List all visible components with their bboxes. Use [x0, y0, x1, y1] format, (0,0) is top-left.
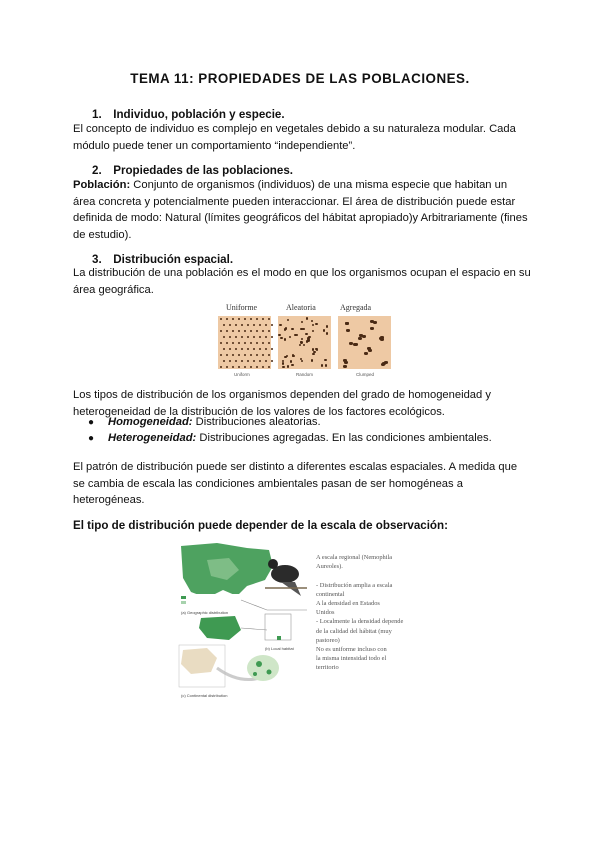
organism-dot — [247, 360, 249, 362]
bullet-homogeneidad — [88, 416, 321, 428]
random-pattern-box — [278, 316, 331, 369]
organism-dot — [223, 348, 225, 350]
organism-dot — [265, 348, 267, 350]
organism-dot — [311, 359, 313, 361]
organism-dot — [265, 336, 267, 338]
organism-dot — [241, 336, 243, 338]
organism-dot — [259, 324, 261, 326]
organism-dot — [226, 330, 228, 332]
organism-dot — [244, 366, 246, 368]
organism-dot — [232, 342, 234, 344]
bullet-dot: ● — [88, 417, 95, 428]
clumped-pattern-box — [338, 316, 391, 369]
organism-dot — [250, 354, 252, 356]
note-line: A la densidad en Estados — [316, 600, 380, 608]
organism-dot — [244, 318, 246, 320]
note-line — [316, 571, 426, 580]
section-1-line: módulo puede tener un comportamiento “independiente”. — [73, 139, 356, 152]
organism-dot — [220, 330, 222, 332]
organism-dot — [364, 352, 368, 355]
organism-dot — [256, 342, 258, 344]
organism-dot — [368, 349, 372, 352]
figure-label-uniforme: Uniforme — [226, 303, 258, 312]
section-1-title: Individuo, población y especie. — [113, 108, 285, 121]
note-line: - Localmente la densidad depende — [316, 618, 404, 626]
organism-dot — [325, 364, 327, 366]
homogeneidad-term: Homogeneidad: — [108, 416, 193, 428]
organism-dot — [229, 324, 231, 326]
organism-dot — [291, 328, 293, 330]
figure-label-aleatoria: Aleatoria — [286, 303, 316, 312]
section-3-title: Distribución espacial. — [113, 253, 234, 266]
organism-dot — [282, 366, 284, 368]
organism-dot — [268, 366, 270, 368]
organism-dot — [284, 356, 286, 358]
organism-dot — [262, 366, 264, 368]
organism-dot — [238, 330, 240, 332]
organism-dot — [262, 342, 264, 344]
map-label-geographic: (a) Geographic distribution — [181, 610, 229, 615]
organism-dot — [253, 348, 255, 350]
section-1-heading — [92, 108, 285, 121]
organism-dot — [306, 317, 308, 319]
organism-dot — [229, 336, 231, 338]
organism-dot — [282, 362, 284, 364]
organism-dot — [223, 336, 225, 338]
section-3-text — [73, 265, 533, 298]
bird-tail — [281, 582, 301, 596]
tipos-line: heterogeneidad de la distribución de los valores de los factores ecológicos. — [73, 405, 445, 418]
organism-dot — [238, 318, 240, 320]
organism-dot — [256, 366, 258, 368]
region-map — [199, 616, 241, 640]
bird-head — [268, 559, 278, 569]
organism-dot — [271, 336, 273, 338]
legend-swatch — [181, 596, 186, 599]
section-2-line: Conjunto de organismos (individuos) de una misma especie que habitan un — [130, 179, 508, 191]
organism-dot — [220, 342, 222, 344]
organism-dot — [244, 342, 246, 344]
organism-dot — [343, 365, 347, 368]
organism-dot — [326, 325, 328, 327]
map-legend-box — [179, 594, 247, 610]
section-1-number: 1. — [92, 108, 102, 121]
organism-dot — [253, 336, 255, 338]
organism-dot — [321, 364, 323, 366]
organism-dot — [287, 319, 289, 321]
organism-dot — [247, 336, 249, 338]
section-2-line: de estudio). — [73, 228, 132, 241]
organism-dot — [262, 354, 264, 356]
organism-dot — [287, 365, 289, 367]
tipos-line: Los tipos de distribución de los organismos dependen del grado de homogeneidad y — [73, 389, 491, 401]
patron-line: se cambia de escala las condiciones ambientales pasan de ser homogéneas a — [73, 477, 463, 490]
note-line: pastoreo) — [316, 636, 340, 644]
organism-dot — [301, 360, 303, 362]
organism-dot — [291, 364, 293, 366]
section-3-line: La distribución de una población es el modo en que los organismos ocupan el espacio en su — [73, 267, 531, 279]
organism-dot — [235, 336, 237, 338]
organism-dot — [271, 360, 273, 362]
organism-dot — [268, 318, 270, 320]
organism-dot — [250, 342, 252, 344]
organism-dot — [220, 354, 222, 356]
figure-label-agregada: Agregada — [340, 303, 372, 312]
organism-dot — [259, 348, 261, 350]
organism-dot — [223, 324, 225, 326]
note-line: continental — [316, 590, 345, 598]
habitat-blob — [247, 655, 279, 681]
poblacion-term: Población: — [73, 179, 131, 191]
organism-dot — [326, 332, 328, 334]
organism-dot — [315, 323, 317, 325]
section-3-line: área geográfica. — [73, 283, 154, 296]
note-line: Unidos — [316, 609, 335, 617]
organism-dot — [289, 336, 291, 338]
caption-random: Random — [296, 372, 314, 377]
organism-dot — [353, 343, 357, 346]
organism-dot — [235, 348, 237, 350]
habitat-dot — [256, 661, 262, 667]
uniform-pattern-box — [218, 316, 271, 369]
organism-dot — [265, 360, 267, 362]
bullet-heterogeneidad — [88, 432, 492, 444]
organism-dot — [232, 330, 234, 332]
legend-swatch — [181, 601, 186, 604]
organism-dot — [241, 324, 243, 326]
caption-clumped: Clumped — [356, 372, 375, 377]
heterogeneidad-text: Distribuciones agregadas. En las condiciones ambientales. — [196, 432, 492, 444]
note-line: la misma intensidad todo el — [316, 655, 387, 663]
inset-marker — [277, 636, 281, 640]
organism-dot — [241, 360, 243, 362]
organism-dot — [250, 330, 252, 332]
organism-dot — [229, 348, 231, 350]
organism-dot — [229, 360, 231, 362]
organism-dot — [226, 354, 228, 356]
organism-dot — [247, 348, 249, 350]
organism-dot — [238, 366, 240, 368]
organism-dot — [262, 318, 264, 320]
organism-dot — [247, 324, 249, 326]
organism-dot — [284, 338, 286, 340]
organism-dot — [250, 318, 252, 320]
organism-dot — [253, 324, 255, 326]
patron-line: heterogéneas. — [73, 494, 145, 506]
note-line: Aureoles). — [316, 563, 343, 571]
habitat-dot — [253, 672, 257, 676]
organism-dot — [303, 344, 305, 346]
organism-dot — [256, 318, 258, 320]
organism-dot — [244, 354, 246, 356]
organism-dot — [343, 359, 347, 362]
map-label-continental: (c) Continental distribution — [181, 693, 228, 698]
section-2-number: 2. — [92, 164, 102, 177]
connector-line — [241, 600, 307, 610]
organism-dot — [232, 366, 234, 368]
section-1-text — [73, 121, 533, 154]
organism-dot — [226, 318, 228, 320]
organism-dot — [299, 344, 301, 346]
map-label-local: (b) Local habitat — [265, 646, 294, 651]
caption-uniform: Uniform — [234, 372, 250, 377]
organism-dot — [226, 342, 228, 344]
organism-dot — [238, 342, 240, 344]
organism-dot — [262, 330, 264, 332]
organism-dot — [268, 330, 270, 332]
organism-dot — [279, 324, 281, 326]
note-line: A escala regional (Nemophila — [316, 554, 393, 561]
bullet-dot: ● — [88, 433, 95, 444]
distribution-figure — [216, 303, 394, 383]
organism-dot — [220, 318, 222, 320]
organism-dot — [294, 334, 296, 336]
section-1-line: El concepto de individuo es complejo en vegetales debido a su naturaleza modular. Cada — [73, 123, 516, 135]
organism-dot — [271, 348, 273, 350]
organism-dot — [235, 324, 237, 326]
connector-line — [241, 628, 267, 630]
section-2-line: área concreta y potencialmente pueden interaccionar. El área de distribución puede estar — [73, 195, 516, 208]
organism-dot — [238, 354, 240, 356]
section-2-heading — [92, 164, 293, 177]
patron-paragraph — [73, 459, 533, 509]
soil-map — [181, 648, 217, 674]
organism-dot — [313, 351, 315, 353]
organism-dot — [312, 353, 314, 355]
organism-dot — [226, 366, 228, 368]
organism-dot — [305, 333, 307, 335]
organism-dot — [301, 338, 303, 340]
note-line: de la calidad del hábitat (muy — [316, 627, 392, 635]
scale-figure-notes — [316, 553, 426, 673]
organism-dot — [370, 327, 374, 330]
section-3-number: 3. — [92, 253, 102, 266]
organism-dot — [259, 360, 261, 362]
organism-dot — [223, 360, 225, 362]
organism-dot — [323, 329, 325, 331]
organism-dot — [268, 342, 270, 344]
section-2-title: Propiedades de las poblaciones. — [113, 164, 293, 177]
heterogeneidad-term: Heterogeneidad: — [108, 432, 197, 444]
organism-dot — [280, 337, 282, 339]
organism-dot — [250, 366, 252, 368]
organism-dot — [241, 348, 243, 350]
habitat-dot — [267, 670, 272, 675]
patron-line: El patrón de distribución puede ser distinto a diferentes escalas espaciales. A medida que — [73, 461, 518, 473]
organism-dot — [290, 360, 292, 362]
organism-dot — [311, 320, 313, 322]
organism-dot — [301, 321, 303, 323]
organism-dot — [265, 324, 267, 326]
organism-dot — [312, 330, 314, 332]
note-line: territorio — [316, 664, 339, 672]
note-line: - Distribución amplia a escala — [316, 581, 393, 589]
note-line: No es uniforme incluso con — [316, 646, 387, 654]
organism-dot — [244, 330, 246, 332]
organism-dot — [362, 335, 366, 338]
organism-dot — [256, 330, 258, 332]
organism-dot — [271, 324, 273, 326]
organism-dot — [324, 359, 326, 361]
organism-dot — [346, 329, 350, 332]
organism-dot — [220, 366, 222, 368]
section-2-text — [73, 177, 533, 243]
homogeneidad-text: Distribuciones aleatorias. — [192, 416, 321, 428]
organism-dot — [307, 339, 309, 341]
organism-dot — [312, 324, 314, 326]
organism-dot — [253, 360, 255, 362]
page-title: TEMA 11: PROPIEDADES DE LAS POBLACIONES. — [130, 71, 470, 86]
organism-dot — [268, 354, 270, 356]
organism-dot — [259, 336, 261, 338]
organism-dot — [285, 327, 287, 329]
organism-dot — [345, 322, 349, 325]
organism-dot — [235, 360, 237, 362]
organism-dot — [292, 354, 294, 356]
scale-heading: El tipo de distribución puede depender de la escala de observación: — [73, 519, 448, 532]
organism-dot — [256, 354, 258, 356]
section-2-line: definida de modo: Natural (límites geográficos del hábitat apropiado)y Arbitrariamente (fines — [73, 212, 528, 224]
organism-dot — [384, 361, 388, 364]
organism-dot — [232, 318, 234, 320]
organism-dot — [232, 354, 234, 356]
